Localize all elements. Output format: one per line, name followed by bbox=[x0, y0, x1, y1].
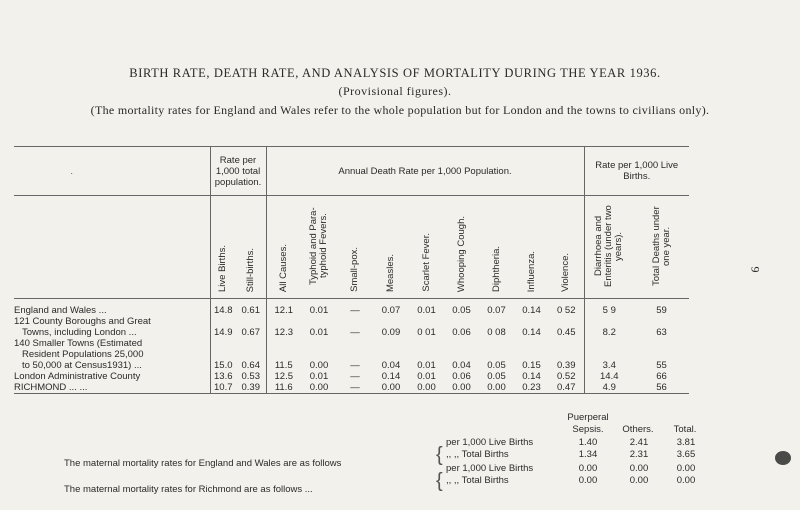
column-header-label: Violence. bbox=[560, 253, 572, 292]
hole-punch-mark bbox=[775, 451, 791, 465]
maternal-value: 2.41 bbox=[629, 437, 649, 448]
column-header bbox=[514, 196, 549, 299]
table-cell bbox=[514, 316, 549, 327]
table-row bbox=[14, 349, 689, 360]
table-cell: 0.52 bbox=[557, 371, 576, 382]
column-header-label: Scarlet Fever. bbox=[420, 233, 432, 292]
page-number: 9 bbox=[748, 266, 763, 273]
table-cell: — bbox=[350, 360, 360, 371]
table-cell bbox=[514, 349, 549, 360]
table-cell bbox=[337, 338, 373, 349]
maternal-value: 1.34 bbox=[578, 449, 598, 460]
page-title: BIRTH RATE, DEATH RATE, AND ANALYSIS OF MORTALITY DURING THE YEAR 1936. bbox=[129, 66, 661, 80]
column-header-label: Live Births. bbox=[217, 245, 229, 292]
column-header bbox=[301, 196, 337, 299]
table-cell: 0.15 bbox=[522, 360, 541, 371]
table-row bbox=[14, 299, 689, 317]
column-header-label: Measles. bbox=[385, 253, 396, 292]
maternal-value: 0.00 bbox=[676, 463, 696, 474]
table-cell: 0.39 bbox=[557, 360, 576, 371]
table-row bbox=[14, 327, 689, 338]
table-cell bbox=[584, 349, 634, 360]
table-cell: 0.06 bbox=[452, 371, 471, 382]
table-cell bbox=[409, 349, 444, 360]
table-cell: 0.04 bbox=[381, 360, 401, 371]
table-cell: 15.0 bbox=[210, 360, 236, 371]
mortality-table bbox=[14, 146, 689, 394]
table-cell: 0.00 bbox=[309, 360, 329, 371]
row-label: London Administrative County bbox=[14, 371, 141, 382]
table-cell: — bbox=[350, 327, 360, 338]
maternal-label-richmond: The maternal mortality rates for Richmond are as follows ... bbox=[64, 484, 313, 495]
table-cell bbox=[301, 349, 337, 360]
stub-header-lower bbox=[14, 196, 210, 299]
column-header bbox=[444, 196, 479, 299]
table-cell: 0.01 bbox=[417, 371, 436, 382]
maternal-line-label: ,, ,, Total Births bbox=[446, 475, 509, 486]
column-header bbox=[584, 196, 634, 299]
table-cell: 0.05 bbox=[487, 360, 506, 371]
row-label: 121 County Boroughs and Great bbox=[14, 316, 151, 327]
table-cell: 0 01 bbox=[417, 327, 436, 338]
table-cell: 0.00 bbox=[309, 382, 329, 393]
table-cell: 59 bbox=[656, 305, 667, 316]
table-cell: 13.6 bbox=[210, 371, 236, 382]
table-cell: 0.01 bbox=[309, 327, 329, 338]
table-cell: 66 bbox=[656, 371, 667, 382]
table-cell: 55 bbox=[656, 360, 667, 371]
table-cell bbox=[479, 338, 514, 349]
table-cell: 0.14 bbox=[522, 371, 541, 382]
column-header-label: Whooping Cough. bbox=[455, 215, 467, 292]
row-label: RICHMOND ... ... bbox=[14, 382, 88, 393]
group-header-live-births: Rate per 1,000 Live Births. bbox=[584, 147, 689, 196]
column-header-label: Diarrhoea and Enteritis (under two years). bbox=[593, 205, 625, 287]
table-cell bbox=[549, 349, 584, 360]
table-cell: 0.01 bbox=[309, 371, 329, 382]
column-header bbox=[479, 196, 514, 299]
table-cell: 0.00 bbox=[381, 382, 401, 393]
column-header bbox=[634, 196, 689, 299]
column-header bbox=[266, 196, 301, 299]
group-header-death: Annual Death Rate per 1,000 Population. bbox=[266, 147, 584, 196]
row-label: 140 Smaller Towns (Estimated bbox=[14, 338, 143, 349]
table-cell: 3.4 bbox=[584, 360, 634, 371]
table-cell: 0.14 bbox=[522, 305, 541, 316]
table-cell: 0.09 bbox=[381, 327, 401, 338]
table-cell bbox=[373, 349, 409, 360]
table-row bbox=[14, 338, 689, 349]
table-cell: 0.01 bbox=[417, 305, 436, 316]
table-cell: 11.6 bbox=[266, 382, 301, 394]
table-cell: 0.01 bbox=[417, 360, 436, 371]
maternal-value: 0.00 bbox=[629, 475, 649, 486]
table-cell: 0.07 bbox=[381, 305, 401, 316]
brace-england: { bbox=[436, 444, 443, 466]
table-cell: 0 52 bbox=[557, 305, 576, 316]
table-cell bbox=[236, 316, 266, 327]
table-cell: 0.14 bbox=[522, 327, 541, 338]
table-cell bbox=[266, 349, 301, 360]
table-cell: 0.61 bbox=[241, 305, 260, 316]
maternal-value: 1.40 bbox=[578, 437, 598, 448]
column-header bbox=[210, 196, 236, 299]
table-row bbox=[14, 382, 689, 394]
table-cell bbox=[373, 338, 409, 349]
table-cell: 0.04 bbox=[452, 360, 471, 371]
table-cell bbox=[373, 316, 409, 327]
page-subtitle: (Provisional figures). bbox=[338, 84, 452, 98]
table-cell bbox=[409, 316, 444, 327]
table-cell bbox=[210, 316, 236, 327]
table-cell: 0.06 bbox=[452, 327, 471, 338]
table-cell: 11.5 bbox=[266, 360, 301, 371]
table-cell bbox=[584, 316, 634, 327]
table-cell: 14.4 bbox=[584, 371, 634, 382]
table-cell bbox=[210, 349, 236, 360]
table-row bbox=[14, 360, 689, 371]
maternal-label-england: The maternal mortality rates for England and Wales are as follows bbox=[64, 458, 342, 469]
table-cell: 0.47 bbox=[557, 382, 576, 393]
column-header-label: Influenza. bbox=[525, 250, 537, 292]
table-cell bbox=[634, 338, 689, 349]
table-cell: 12.5 bbox=[266, 371, 301, 382]
row-label: Towns, including London ... bbox=[22, 327, 137, 338]
maternal-value: 0.00 bbox=[629, 463, 649, 474]
table-cell: 12.1 bbox=[266, 299, 301, 317]
table-cell: 12.3 bbox=[266, 327, 301, 338]
table-cell bbox=[266, 338, 301, 349]
table-cell bbox=[266, 316, 301, 327]
table-cell: 0.00 bbox=[417, 382, 436, 393]
table-cell bbox=[337, 316, 373, 327]
table-cell: — bbox=[350, 382, 360, 393]
maternal-value: 3.65 bbox=[676, 449, 696, 460]
table-cell: 0.39 bbox=[241, 382, 260, 393]
column-header-label: All Causes. bbox=[277, 243, 289, 292]
table-cell bbox=[479, 349, 514, 360]
table-cell: 0.05 bbox=[487, 371, 506, 382]
maternal-value: 0.00 bbox=[676, 475, 696, 486]
column-header bbox=[549, 196, 584, 299]
table-cell bbox=[584, 338, 634, 349]
table-cell bbox=[409, 338, 444, 349]
table-cell: 14.8 bbox=[210, 299, 236, 317]
table-cell: 56 bbox=[656, 382, 667, 393]
table-cell bbox=[301, 338, 337, 349]
table-cell bbox=[444, 316, 479, 327]
table-row bbox=[14, 371, 689, 382]
table-cell bbox=[210, 338, 236, 349]
column-header-label: Still-births. bbox=[244, 247, 256, 292]
table-cell: 0.01 bbox=[309, 305, 329, 316]
table-cell: 0.23 bbox=[522, 382, 541, 393]
stub-header: . bbox=[14, 147, 210, 196]
table-cell: 4.9 bbox=[584, 382, 634, 394]
table-row bbox=[14, 316, 689, 327]
maternal-value: 0.00 bbox=[578, 475, 598, 486]
table-cell bbox=[236, 338, 266, 349]
table-cell: 0.14 bbox=[381, 371, 401, 382]
table-cell bbox=[634, 349, 689, 360]
maternal-value: 0.00 bbox=[578, 463, 598, 474]
group-header-birth: Rate per 1,000 total population. bbox=[210, 147, 266, 196]
table-cell: 0.45 bbox=[557, 327, 576, 338]
table-cell: 14.9 bbox=[210, 327, 236, 338]
row-label: Resident Populations 25,000 bbox=[22, 349, 144, 360]
table-cell bbox=[514, 338, 549, 349]
table-cell bbox=[444, 349, 479, 360]
table-cell: 0.07 bbox=[487, 305, 506, 316]
maternal-value: 3.81 bbox=[676, 437, 696, 448]
table-cell: 8.2 bbox=[584, 327, 634, 338]
table-cell: — bbox=[350, 371, 360, 382]
table-cell: 0.05 bbox=[452, 305, 471, 316]
column-header bbox=[409, 196, 444, 299]
column-header-label: Typhoid and Para-typhoid Fevers. bbox=[308, 207, 329, 285]
row-label: England and Wales ... bbox=[14, 305, 107, 316]
brace-richmond: { bbox=[436, 470, 443, 492]
maternal-value: 2.31 bbox=[629, 449, 649, 460]
column-header-label: Total Deaths under one year. bbox=[650, 206, 672, 286]
table-cell: 10.7 bbox=[210, 382, 236, 394]
table-cell: 0.67 bbox=[241, 327, 260, 338]
maternal-line-label: ,, ,, Total Births bbox=[446, 449, 509, 460]
maternal-line-label: per 1,000 Live Births bbox=[446, 463, 534, 474]
table-cell bbox=[337, 349, 373, 360]
table-cell: 0 08 bbox=[487, 327, 506, 338]
table-cell bbox=[301, 316, 337, 327]
column-header bbox=[373, 196, 409, 299]
row-label: to 50,000 at Census1931) ... bbox=[22, 360, 142, 371]
column-header bbox=[337, 196, 373, 299]
table-cell bbox=[549, 338, 584, 349]
table-cell bbox=[549, 316, 584, 327]
table-cell: — bbox=[350, 305, 360, 316]
table-cell bbox=[634, 316, 689, 327]
maternal-header-others: Others. bbox=[622, 424, 654, 435]
table-cell bbox=[479, 316, 514, 327]
table-cell: 5 9 bbox=[584, 299, 634, 317]
table-cell: 0.53 bbox=[241, 371, 260, 382]
table-cell: 0.00 bbox=[487, 382, 506, 393]
table-cell: 0.64 bbox=[241, 360, 260, 371]
table-cell: 63 bbox=[656, 327, 667, 338]
page-note: (The mortality rates for England and Wales refer to the whole population but for London and the towns to civilians only). bbox=[90, 103, 710, 117]
table-cell bbox=[444, 338, 479, 349]
maternal-header-total: Total. bbox=[673, 424, 697, 435]
maternal-header-sepsis: Puerperal Sepsis. bbox=[567, 412, 609, 435]
table-cell bbox=[236, 349, 266, 360]
column-header-label: Small-pox. bbox=[349, 247, 360, 292]
column-header-label: Diphtheria. bbox=[490, 246, 502, 292]
maternal-line-label: per 1,000 Live Births bbox=[446, 437, 534, 448]
table-cell: 0.00 bbox=[452, 382, 471, 393]
column-header bbox=[236, 196, 266, 299]
